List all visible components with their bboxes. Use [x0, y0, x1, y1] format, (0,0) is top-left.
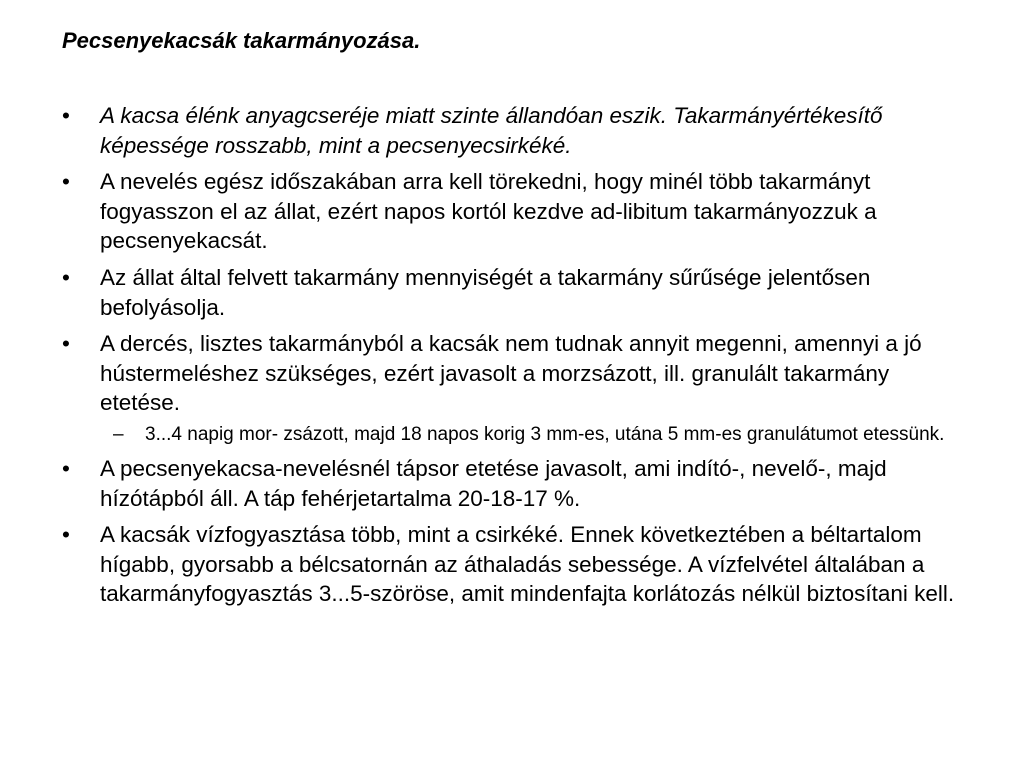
- bullet-marker: •: [62, 455, 70, 481]
- bullet-text: Az állat által felvett takarmány mennyiségét a takarmány sűrűsége jelentősen befolyásolja.: [100, 264, 871, 320]
- bullet-item: [62, 454, 967, 513]
- sub-bullet-text: 3...4 napig mor- zsázott, majd 18 napos korig 3 mm-es, utána 5 mm-es granulátumot etessünk.: [145, 423, 945, 445]
- slide-title: Pecsenyekacsák takarmányozása.: [62, 28, 421, 53]
- bullet-list: [62, 101, 967, 616]
- bullet-item: [62, 101, 967, 160]
- bullet-marker: •: [62, 169, 70, 195]
- bullet-marker: •: [62, 331, 70, 357]
- bullet-text: A kacsa élénk anyagcseréje miatt szinte állandóan eszik. Takarmányértékesítő képessége rosszabb, mint a pecsenyecsirkéké.: [100, 103, 883, 158]
- bullet-marker: •: [62, 103, 70, 128]
- sub-bullet-item: [100, 422, 967, 447]
- sub-bullet-marker: –: [113, 423, 124, 445]
- sub-bullet-list: [100, 422, 967, 447]
- bullet-text: A kacsák vízfogyasztása több, mint a csirkéké. Ennek következtében a béltartalom hígabb, gyorsabb a bélcsatornán az áthaladás sebessége. A vízfelvétel általában a takarmányfogyasztás 3...5-szöröse, amit mindenfajta korlátozás nélkül biztosítani kell.: [100, 522, 955, 607]
- bullet-marker: •: [62, 522, 70, 548]
- bullet-text: A dercés, lisztes takarmányból a kacsák nem tudnak annyit megenni, amennyi a jó hústermeléshez szükséges, ezért javasolt a morzsázott, ill. granulált takarmány etetése.: [100, 331, 922, 416]
- bullet-item: [62, 329, 967, 447]
- bullet-item: [62, 263, 967, 322]
- bullet-marker: •: [62, 264, 70, 290]
- bullet-item: [62, 520, 967, 609]
- bullet-text: A nevelés egész időszakában arra kell törekedni, hogy minél több takarmányt fogyasszon el az állat, ezért napos kortól kezdve ad-libitum takarmányozzuk a pecsenyekacsát.: [100, 169, 877, 254]
- bullet-item: [62, 167, 967, 256]
- bullet-text: A pecsenyekacsa-nevelésnél tápsor etetése javasolt, ami indító-, nevelő-, majd hízótápból áll. A táp fehérjetartalma 20-18-17 %.: [100, 455, 887, 511]
